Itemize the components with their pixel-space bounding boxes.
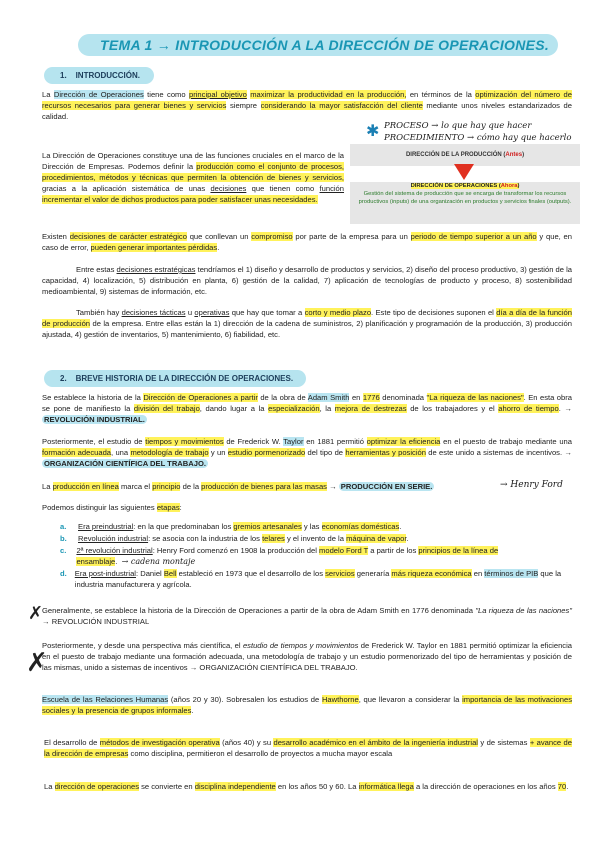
paragraph-3: Existen decisiones de carácter estratégico que conllevan un compromiso por parte de la empresa para un periodo de tiempo superior a un año y que, en caso de error, pueden generar importantes pérdidas. [42, 232, 573, 252]
section-1-heading [60, 71, 140, 80]
asterisk-mark-icon: ✱ [366, 121, 380, 140]
paragraph-4: Entre estas decisiones estratégicas tendríamos el 1) diseño y desarrollo de productos y servicios, 2) diseño del proceso productivo, 3) gestión de la capacidad, 4) localización, 5) distribución en planta, 6) gestión de la calidad, 7) aplicación de tecnologías de producto y proceso, 8) sostenibilidad medioambiental, 9) sistemas de información, etc. [42, 265, 572, 296]
paragraph-10: Generalmente, se establece la historia de la Dirección de Operaciones a partir de la obra de Adam Smith en 1776 denominada "La riqueza de las naciones" → REVOLUCIÓN INDUSTRIAL [42, 606, 572, 626]
paragraph-9: Podemos distinguir las siguientes etapas: [42, 503, 182, 512]
diagram-bottom-box: DIRECCIÓN DE OPERACIONES (Ahora) Gestión del sistema de producción que se encarga de transformar los recursos productivos (inputs) de una organización en productos y servicios finales (outputs). [350, 182, 580, 224]
list-item: b. Revolución industrial: se asocia con la industria de los telares y el invento de la máquina de vapor. [60, 534, 409, 543]
list-item: a. Era preindustrial: en la que predominaban los gremios artesanales y las economías domésticas. [60, 522, 402, 531]
handnote-cadena-montaje: → cadena montaje [121, 557, 196, 566]
production-diagram [350, 144, 580, 224]
section-2-number: 2. [60, 374, 67, 383]
list-item: c. 2ª revolución industrial: Henry Ford comenzó en 1908 la producción del modelo Ford T a partir de los principios de la línea de ensamblaje. → cadena montaje [60, 546, 499, 566]
paragraph-6: Se establece la historia de la Dirección de Operaciones a partir de la obra de Adam Smith en 1776 denominada "La riqueza de las naciones". En esta obra se pone de manifiesto la división del trabajo, dando lugar a la especialización, la mejora de destrezas de los trabajadores y el ahorro de tiempo. → REVOLUCIÓN INDUSTRIAL. [42, 393, 573, 424]
cross-mark-icon: ✗ [28, 603, 44, 624]
list-item: d. Era post-industrial: Daniel Bell estableció en 1973 que el desarrollo de los servicios generaría más riqueza económica en términos de PIB que la industria manufacturera y agrícola. [60, 569, 562, 589]
section-1-label: INTRODUCCIÓN. [75, 71, 141, 80]
paragraph-2: La Dirección de Operaciones constituye una de las funciones cruciales en el marco de la Dirección de Empresas. Podemos definir la producción como el conjunto de procesos, procedimientos, métodos y técnicas que permiten la obtención de bienes y servicios, gracias a la aplicación sistemática de unas decisiones que tienen como función incrementar el valor de dichos productos para poder satisfacer unas necesidades. [42, 151, 345, 204]
paragraph-12: Escuela de las Relaciones Humanas (años 20 y 30). Sobresalen los estudios de Hawthorne, que llevaron a considerar la importancia de las motivaciones sociales y la presencia de grupos informales. [42, 695, 572, 715]
etapas-list [60, 521, 572, 590]
paragraph-13: El desarrollo de métodos de investigación operativa (años 40) y su desarrollo académico en el ámbito de la ingeniería industrial y de sistemas + avance de la dirección de empresas como disciplina, permitieron el desarrollo de proyectos a mucha mayor escala [44, 738, 572, 758]
section-2-heading [60, 374, 293, 383]
handnote-proceso: PROCESO → lo que hay que hacer [384, 121, 532, 131]
handnote-henry-ford: → Henry Ford [500, 480, 563, 490]
handnote-procedimiento: PROCEDIMIENTO → cómo hay que hacerlo [384, 133, 572, 143]
diagram-arrow-icon [454, 164, 474, 180]
cross-mark-icon: ✗ [26, 648, 48, 678]
page-title: TEMA 1 → INTRODUCCIÓN A LA DIRECCIÓN DE OPERACIONES. [100, 37, 550, 53]
paragraph-5: También hay decisiones tácticas u operativas que hay que tomar a corto y medio plazo. Este tipo de decisiones suponen el día a día de la función de producción de la empresa. Entre ellas están la 1) dirección de la cadena de suministros, 2) planificación y programación de la producción, 3) producción ajustada, 4) gestión de inventarios, 5) mantenimiento, 6) fiabilidad, etc. [42, 308, 572, 339]
paragraph-7: Posteriormente, el estudio de tiempos y movimientos de Frederick W. Taylor en 1881 permitió optimizar la eficiencia en el puesto de trabajo mediante una formación adecuada, una metodología de trabajo y un estudio pormenorizado del tipo de herramientas y posición de este unido a sistemas de incentivos. → ORGANIZACIÓN CIENTÍFICA DEL TRABAJO. [42, 437, 573, 468]
paragraph-8: La producción en línea marca el principio de la producción de bienes para las masas → PRODUCCIÓN EN SERIE. [42, 482, 433, 491]
paragraph-1: La Dirección de Operaciones tiene como principal objetivo maximizar la productividad en la producción, en términos de la optimización del número de recursos necesarios para generar bienes y servicios siempre considerando la mayor satisfacción del cliente mediante unos niveles estandarizados de calidad. [42, 90, 572, 121]
section-1-number: 1. [60, 71, 67, 80]
term-direccion-operaciones: Dirección de Operaciones [53, 90, 144, 99]
paragraph-14: La dirección de operaciones se convierte en disciplina independiente en los años 50 y 60. La informática llega a la dirección de operaciones en los años 70. [44, 782, 569, 791]
diagram-top-box: DIRECCIÓN DE LA PRODUCCIÓN (Antes) [350, 144, 580, 166]
paragraph-11: Posteriormente, y desde una perspectiva más científica, el estudio de tiempos y movimientos de Frederick W. Taylor en 1881 permitió optimizar la eficiencia en el puesto de trabajo mediante una formación adecuada, una metodología de trabajo y un estudio pormenorizado del tipo de herramientas y posición de las mismas, unido a sistemas de incentivos → ORGANIZACIÓN CIENTÍFICA DEL TRABAJO. [42, 641, 572, 672]
section-2-label: BREVE HISTORIA DE LA DIRECCIÓN DE OPERACIONES. [75, 374, 294, 383]
